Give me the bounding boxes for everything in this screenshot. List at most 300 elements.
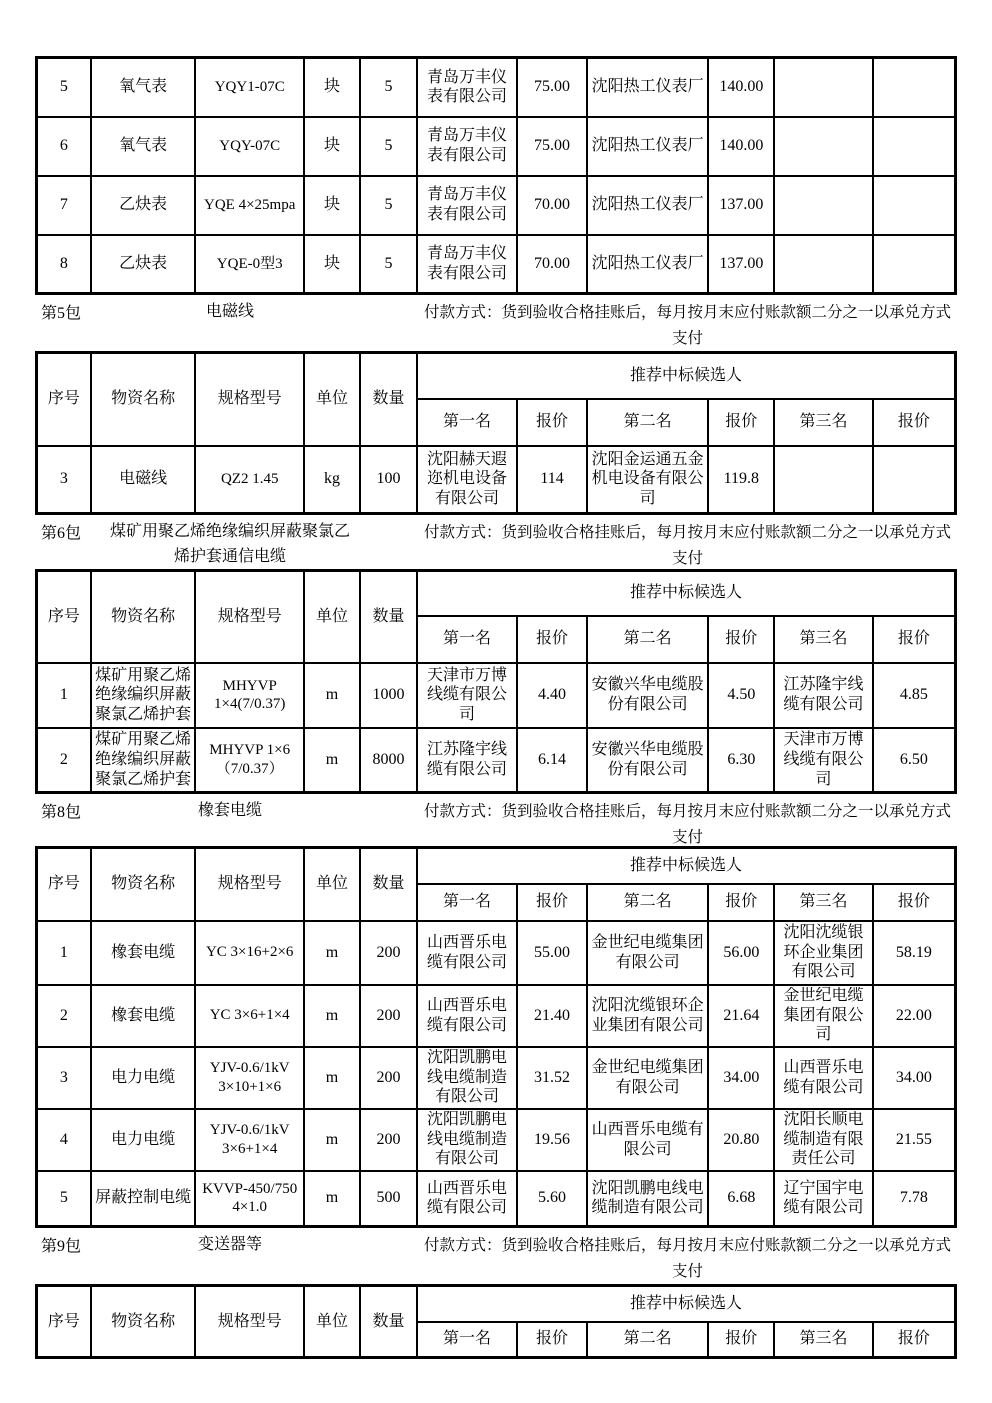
candidate3-cell (775, 119, 871, 174)
bid-results-table (35, 569, 957, 794)
table-cell (873, 921, 956, 985)
table-cell (37, 446, 91, 514)
table-row (37, 663, 956, 728)
bid2-cell: 56.00 (723, 943, 760, 961)
serial-cell: 2 (59, 750, 68, 768)
package-label: 第6包 (41, 525, 82, 542)
material-name-cell: 煤矿用聚乙烯绝缘编织屏蔽聚氯乙烯护套 (95, 666, 192, 723)
column-header: 报价 (873, 1322, 956, 1358)
table-cell (37, 117, 91, 176)
table-row (37, 728, 956, 793)
quantity-cell: 5 (384, 196, 393, 214)
bid-results-table (35, 846, 957, 1228)
table-cell (517, 1109, 587, 1171)
bid-results-table (35, 1284, 957, 1359)
table-header-row (37, 571, 956, 616)
table-cell (417, 1047, 517, 1109)
table-cell (360, 1109, 417, 1171)
serial-cell: 3 (59, 1068, 68, 1086)
candidate2-cell: 金世纪电缆集团有限公司 (591, 933, 704, 971)
table-cell (873, 985, 956, 1047)
material-name-cell: 氧气表 (119, 137, 168, 155)
candidate1-cell: 青岛万丰仪表有限公司 (427, 127, 508, 164)
table-cell (91, 921, 196, 985)
table-cell (873, 446, 956, 514)
candidate1-cell: 山西晋乐电缆有限公司 (427, 996, 508, 1034)
material-name-cell: 乙炔表 (119, 196, 168, 214)
column-header: 报价 (517, 616, 587, 663)
candidate3-cell: 辽宁国宇电缆有限公司 (783, 1179, 864, 1217)
table-cell (37, 728, 91, 793)
candidate2-cell: 金世纪电缆集团有限公司 (591, 1058, 704, 1096)
spec-cell: YQY1-07C (214, 79, 285, 96)
table-cell (774, 117, 872, 176)
table-cell (195, 1171, 303, 1227)
unit-cell: m (325, 943, 339, 961)
spec-cell: MHYVP 1×4(7/0.37) (214, 677, 286, 712)
material-name-cell: 电力电缆 (111, 1068, 176, 1086)
candidate2-cell: 沈阳凯鹏电线电缆制造有限公司 (591, 1179, 704, 1217)
column-header: 物资名称 (91, 571, 196, 663)
bid2-cell: 21.64 (723, 1006, 760, 1024)
quantity-cell: 500 (376, 1189, 401, 1207)
bid3-cell: 58.19 (895, 943, 932, 961)
table-cell (195, 1109, 303, 1171)
table-cell (91, 117, 196, 176)
table-cell (417, 176, 517, 235)
column-header: 报价 (517, 1322, 587, 1358)
table-cell (417, 921, 517, 985)
candidate1-cell: 沈阳凯鹏电线电缆制造有限公司 (427, 1049, 508, 1106)
table-row (37, 985, 956, 1047)
candidate2-cell: 沈阳金运通五金机电设备有限公司 (591, 450, 704, 507)
bid3-cell: 6.50 (899, 750, 928, 768)
table-cell (517, 235, 587, 294)
table-cell (517, 58, 587, 117)
package-label: 第9包 (41, 1238, 82, 1255)
candidate2-cell: 安徽兴华电缆股份有限公司 (591, 741, 704, 778)
table-cell (417, 1109, 517, 1171)
package-label: 第8包 (41, 804, 82, 821)
package-section-header (35, 794, 957, 846)
table-cell (37, 176, 91, 235)
table-cell (360, 58, 417, 117)
table-cell (774, 1047, 872, 1109)
table-cell (195, 176, 303, 235)
candidate3-cell (775, 236, 871, 291)
quantity-cell: 8000 (372, 750, 405, 768)
table-cell (37, 921, 91, 985)
candidates-header: 推荐中标候选人 (417, 353, 956, 399)
table-cell (587, 728, 708, 793)
material-name-cell: 氧气表 (119, 78, 168, 96)
serial-cell: 6 (59, 137, 68, 155)
table-cell (774, 921, 872, 985)
table-cell (360, 985, 417, 1047)
quantity-cell: 5 (384, 78, 393, 96)
serial-cell: 4 (59, 1130, 68, 1148)
column-header: 序号 (37, 1286, 91, 1358)
unit-cell: m (325, 1189, 339, 1207)
unit-cell: m (325, 1130, 339, 1148)
table-row (37, 117, 956, 176)
column-header: 单位 (304, 571, 360, 663)
candidate2-cell: 沈阳沈缆银环企业集团有限公司 (591, 996, 704, 1034)
bid2-cell: 137.00 (719, 196, 764, 214)
candidate1-cell: 青岛万丰仪表有限公司 (427, 245, 508, 282)
column-header: 数量 (360, 848, 417, 921)
column-header: 第一名 (417, 1322, 517, 1358)
column-header: 第一名 (417, 616, 517, 663)
candidate3-cell: 沈阳沈缆银环企业集团有限公司 (783, 924, 864, 981)
table-cell (91, 176, 196, 235)
bid1-cell: 19.56 (534, 1130, 571, 1148)
table-cell (417, 117, 517, 176)
bid2-cell: 4.50 (727, 686, 756, 704)
candidate1-cell: 沈阳凯鹏电线电缆制造有限公司 (427, 1111, 508, 1168)
bid3-cell (874, 60, 954, 115)
column-header: 报价 (708, 399, 774, 446)
table-cell (587, 663, 708, 728)
table-row (37, 176, 956, 235)
table-cell (195, 58, 303, 117)
table-cell (517, 663, 587, 728)
unit-cell: 块 (323, 196, 340, 214)
spec-cell: QZ2 1.45 (220, 471, 279, 488)
table-cell (587, 921, 708, 985)
table-cell (517, 176, 587, 235)
payment-terms: 付款方式：货到验收合格挂账后，每月按月末应付账款额二分之一以承兑方式支付 (423, 803, 951, 847)
material-name-cell: 电力电缆 (111, 1130, 176, 1148)
table-cell (873, 663, 956, 728)
quantity-cell: 1000 (372, 686, 405, 704)
table-cell (304, 1109, 360, 1171)
table-cell (195, 985, 303, 1047)
candidate2-cell: 沈阳热工仪表厂 (591, 196, 704, 214)
table-cell (708, 921, 774, 985)
table-cell (304, 985, 360, 1047)
bid1-cell: 70.00 (534, 196, 571, 214)
column-header: 第三名 (774, 884, 872, 921)
column-header: 第一名 (417, 399, 517, 446)
bid2-cell: 34.00 (723, 1068, 760, 1086)
serial-cell: 1 (59, 943, 68, 961)
column-header: 报价 (708, 1322, 774, 1358)
bid3-cell (874, 447, 954, 511)
candidate1-cell: 江苏隆宇线缆有限公司 (427, 741, 508, 778)
table-row (37, 1109, 956, 1171)
bid3-cell: 7.78 (899, 1189, 928, 1207)
table-cell (517, 921, 587, 985)
column-header: 报价 (708, 616, 774, 663)
table-cell (304, 235, 360, 294)
column-header: 规格型号 (195, 848, 303, 921)
column-header: 序号 (37, 848, 91, 921)
candidate2-cell: 山西晋乐电缆有限公司 (591, 1120, 704, 1158)
table-cell (774, 235, 872, 294)
candidate1-cell: 山西晋乐电缆有限公司 (427, 1179, 508, 1217)
spec-cell: YQY-07C (219, 137, 281, 154)
table-cell (587, 1047, 708, 1109)
unit-cell: m (325, 686, 339, 704)
spec-cell: YQE-0型3 (216, 255, 283, 272)
candidate1-cell: 沈阳赫天遐迩机电设备有限公司 (427, 450, 508, 507)
column-header: 序号 (37, 353, 91, 446)
table-cell (304, 728, 360, 793)
column-header: 单位 (304, 848, 360, 921)
column-header: 数量 (360, 571, 417, 663)
bid1-cell: 55.00 (534, 943, 571, 961)
candidate1-cell: 青岛万丰仪表有限公司 (427, 68, 508, 106)
table-cell (708, 117, 774, 176)
table-cell (304, 1047, 360, 1109)
table-cell (37, 985, 91, 1047)
table-cell (304, 176, 360, 235)
table-cell (37, 1047, 91, 1109)
table-cell (517, 446, 587, 514)
candidate3-cell (775, 447, 871, 511)
candidate2-cell: 沈阳热工仪表厂 (591, 78, 704, 96)
table-cell (37, 235, 91, 294)
column-header: 第一名 (417, 884, 517, 921)
column-header: 数量 (360, 353, 417, 446)
spec-cell: YC 3×16+2×6 (205, 944, 294, 961)
spec-cell: YC 3×6+1×4 (209, 1007, 290, 1024)
quantity-cell: 200 (376, 943, 401, 961)
table-row (37, 58, 956, 117)
bid1-cell: 75.00 (534, 137, 571, 155)
candidate3-cell: 山西晋乐电缆有限公司 (783, 1058, 864, 1096)
column-header: 物资名称 (91, 848, 196, 921)
quantity-cell: 200 (376, 1006, 401, 1024)
column-header: 报价 (873, 399, 956, 446)
column-header: 第二名 (587, 399, 708, 446)
bid1-cell: 31.52 (534, 1068, 571, 1086)
unit-cell: 块 (323, 254, 340, 272)
bid1-cell: 114 (540, 470, 564, 488)
column-header: 第二名 (587, 1322, 708, 1358)
package-section-header (35, 515, 957, 569)
table-row (37, 921, 956, 985)
unit-cell: m (325, 1068, 339, 1086)
table-row (37, 446, 956, 514)
payment-terms: 付款方式：货到验收合格挂账后，每月按月末应付账款额二分之一以承兑方式支付 (423, 304, 951, 348)
table-cell (873, 1109, 956, 1171)
column-header: 报价 (873, 884, 956, 921)
table-cell (774, 663, 872, 728)
table-cell (517, 117, 587, 176)
column-header: 报价 (873, 616, 956, 663)
table-cell (304, 58, 360, 117)
table-cell (517, 1171, 587, 1227)
table-cell (708, 1171, 774, 1227)
material-name-cell: 煤矿用聚乙烯绝缘编织屏蔽聚氯乙烯护套 (95, 731, 192, 788)
column-header: 序号 (37, 571, 91, 663)
table-cell (304, 921, 360, 985)
column-header: 规格型号 (195, 353, 303, 446)
package-section-header (35, 1228, 957, 1284)
column-header: 单位 (304, 353, 360, 446)
bid3-cell (874, 178, 954, 233)
quantity-cell: 200 (376, 1130, 401, 1148)
table-cell (91, 235, 196, 294)
quantity-cell: 200 (376, 1068, 401, 1086)
unit-cell: 块 (323, 137, 340, 155)
table-cell (195, 117, 303, 176)
table-cell (587, 985, 708, 1047)
candidate2-cell: 沈阳热工仪表厂 (591, 254, 704, 272)
bid3-cell: 21.55 (895, 1130, 932, 1148)
column-header: 数量 (360, 1286, 417, 1358)
table-header-row (37, 848, 956, 884)
candidates-header: 推荐中标候选人 (417, 571, 956, 616)
table-header-row (37, 1286, 956, 1322)
table-cell (91, 663, 196, 728)
serial-cell: 1 (59, 686, 68, 704)
table-cell (195, 921, 303, 985)
column-header: 单位 (304, 1286, 360, 1358)
serial-cell: 3 (59, 470, 68, 488)
payment-terms: 付款方式：货到验收合格挂账后，每月按月末应付账款额二分之一以承兑方式支付 (423, 1237, 951, 1281)
table-cell (195, 446, 303, 514)
table-cell (417, 1171, 517, 1227)
bid1-cell: 21.40 (534, 1006, 571, 1024)
table-cell (587, 58, 708, 117)
table-cell (304, 117, 360, 176)
table-cell (873, 1171, 956, 1227)
material-name-cell: 橡套电缆 (111, 943, 176, 961)
unit-cell: kg (323, 470, 340, 488)
package-title: 煤矿用聚乙烯绝缘编织屏蔽聚氯乙烯护套通信电缆 (109, 523, 350, 565)
table-cell (774, 1171, 872, 1227)
table-cell (517, 985, 587, 1047)
table-cell (873, 176, 956, 235)
package-label: 第5包 (41, 305, 82, 322)
table-cell (873, 58, 956, 117)
table-cell (91, 728, 196, 793)
bid2-cell: 119.8 (723, 470, 760, 488)
serial-cell: 5 (59, 1189, 68, 1207)
table-cell (708, 663, 774, 728)
bid1-cell: 5.60 (538, 1189, 567, 1207)
candidate1-cell: 青岛万丰仪表有限公司 (427, 186, 508, 223)
bid2-cell: 140.00 (719, 137, 764, 155)
table-cell (774, 446, 872, 514)
candidate3-cell (775, 178, 871, 233)
serial-cell: 2 (59, 1006, 68, 1024)
table-cell (91, 1171, 196, 1227)
table-cell (774, 176, 872, 235)
serial-cell: 8 (59, 254, 68, 272)
candidate2-cell: 沈阳热工仪表厂 (591, 137, 704, 155)
table-cell (91, 58, 196, 117)
table-cell (708, 176, 774, 235)
table-cell (587, 446, 708, 514)
candidate1-cell: 天津市万博线缆有限公司 (427, 666, 508, 723)
column-header: 规格型号 (195, 1286, 303, 1358)
table-cell (195, 728, 303, 793)
table-cell (417, 58, 517, 117)
table-cell (37, 663, 91, 728)
bid3-cell (874, 236, 954, 291)
table-cell (873, 728, 956, 793)
table-header-row (37, 353, 956, 399)
table-cell (873, 235, 956, 294)
table-cell (304, 1171, 360, 1227)
column-header: 物资名称 (91, 353, 196, 446)
table-cell (708, 446, 774, 514)
column-header: 第三名 (774, 616, 872, 663)
column-header: 第三名 (774, 1322, 872, 1358)
serial-cell: 7 (59, 196, 68, 214)
material-name-cell: 屏蔽控制电缆 (95, 1189, 192, 1207)
column-header: 规格型号 (195, 571, 303, 663)
table-cell (304, 663, 360, 728)
candidates-header: 推荐中标候选人 (417, 848, 956, 884)
package-title: 橡套电缆 (197, 802, 262, 819)
table-row (37, 235, 956, 294)
package-title: 变送器等 (197, 1236, 262, 1253)
table-cell (774, 58, 872, 117)
table-cell (417, 728, 517, 793)
candidate1-cell: 山西晋乐电缆有限公司 (427, 933, 508, 971)
table-cell (360, 663, 417, 728)
spec-cell: MHYVP 1×6（7/0.37） (209, 742, 291, 777)
package-title: 电磁线 (205, 303, 254, 320)
table-cell (774, 728, 872, 793)
table-cell (195, 663, 303, 728)
candidate3-cell: 天津市万博线缆有限公司 (783, 731, 864, 788)
candidate3-cell (775, 60, 871, 115)
table-cell (37, 58, 91, 117)
table-cell (774, 1109, 872, 1171)
table-cell (587, 176, 708, 235)
table-cell (873, 117, 956, 176)
column-header: 第二名 (587, 884, 708, 921)
table-cell (37, 1171, 91, 1227)
table-cell (587, 117, 708, 176)
spec-cell: YJV-0.6/1kV 3×6+1×4 (209, 1122, 290, 1157)
bid-results-table (35, 351, 957, 515)
table-cell (708, 235, 774, 294)
column-header: 报价 (708, 884, 774, 921)
spec-cell: YQE 4×25mpa (204, 196, 296, 213)
bid3-cell: 22.00 (895, 1006, 932, 1024)
bid3-cell: 34.00 (895, 1068, 932, 1086)
bid2-cell: 6.68 (727, 1189, 756, 1207)
column-header: 第三名 (774, 399, 872, 446)
table-cell (708, 985, 774, 1047)
table-cell (417, 663, 517, 728)
bid1-cell: 6.14 (538, 750, 567, 768)
table-cell (774, 985, 872, 1047)
quantity-cell: 5 (384, 254, 393, 272)
material-name-cell: 乙炔表 (119, 254, 168, 272)
table-cell (360, 235, 417, 294)
table-cell (91, 1047, 196, 1109)
table-cell (360, 921, 417, 985)
package-section-header (35, 295, 957, 351)
table-cell (708, 58, 774, 117)
table-cell (360, 176, 417, 235)
candidate3-cell: 沈阳长顺电缆制造有限责任公司 (783, 1111, 864, 1168)
material-name-cell: 电磁线 (119, 470, 168, 488)
candidates-header: 推荐中标候选人 (417, 1286, 956, 1322)
table-cell (91, 1109, 196, 1171)
bid1-cell: 75.00 (534, 78, 571, 96)
material-name-cell: 橡套电缆 (111, 1006, 176, 1024)
candidate3-cell: 金世纪电缆集团有限公司 (783, 987, 864, 1044)
